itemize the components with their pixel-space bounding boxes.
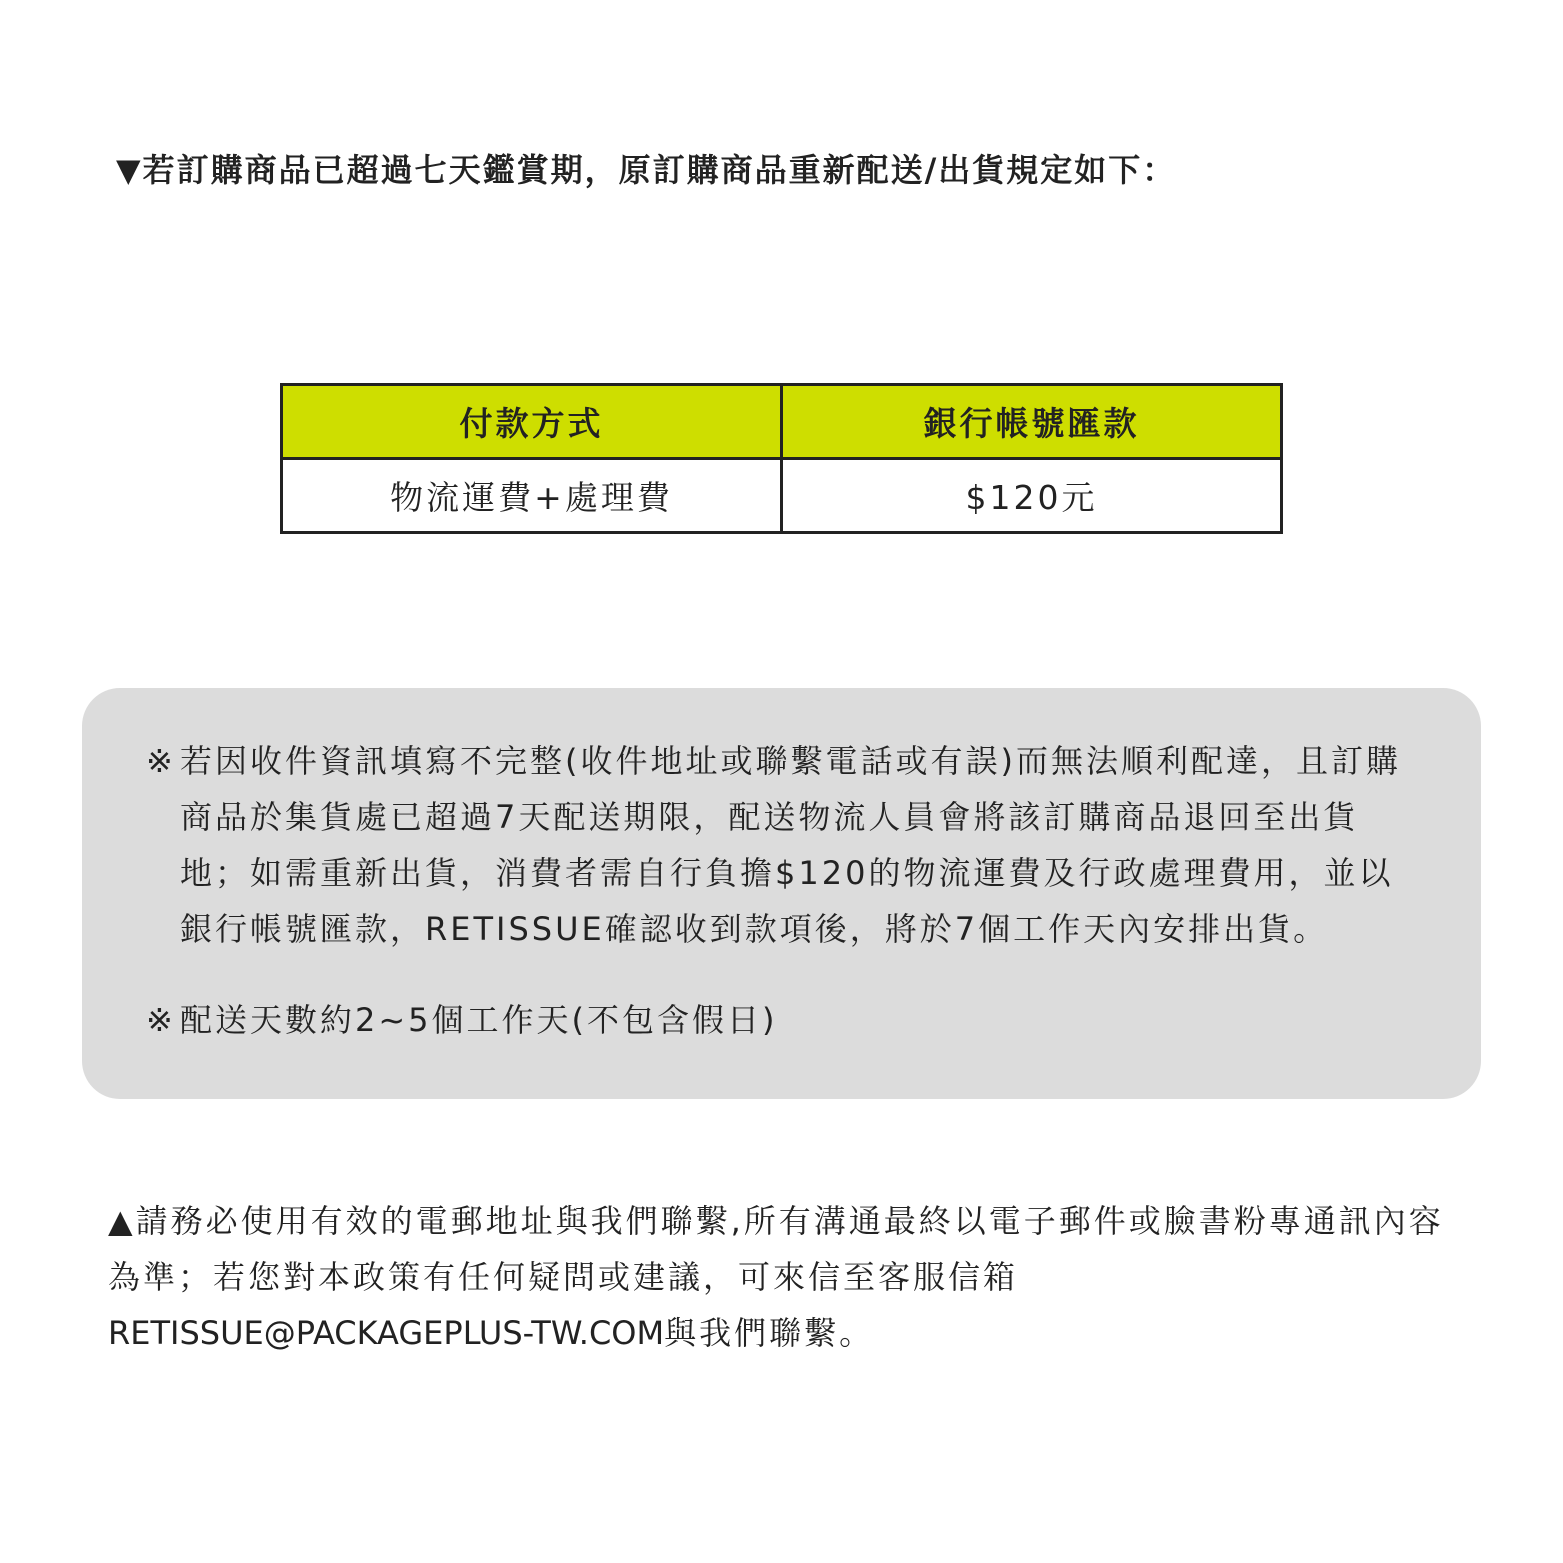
contact-note-suffix: 與我們聯繫。 (664, 1314, 875, 1352)
table-cell-fee-amount: $120元 (782, 459, 1282, 533)
contact-note-text: 請務必使用有效的電郵地址與我們聯繫,所有溝通最終以電子郵件或臉書粉專通訊內容為準；若您對本政策有任何疑問或建議，可來信至客服信箱 (108, 1202, 1444, 1296)
table-header-bank-transfer: 銀行帳號匯款 (782, 385, 1282, 459)
support-email-link[interactable]: RETISSUE@PACKAGEPLUS-TW.COM (108, 1314, 665, 1352)
section-heading (116, 142, 1446, 198)
notice-item (146, 992, 1416, 1048)
reference-mark-icon: ※ (146, 742, 176, 780)
fee-table (280, 383, 1283, 534)
notice-text: 配送天數約2~5個工作天(不包含假日) (180, 1001, 778, 1039)
table-header-payment-method: 付款方式 (282, 385, 782, 459)
table-cell-fee-item: 物流運費+處理費 (282, 459, 782, 533)
notice-item (146, 733, 1416, 957)
contact-note (108, 1193, 1468, 1361)
table-header-row (282, 385, 1282, 459)
table-row (282, 459, 1282, 533)
section-heading-text: 若訂購商品已超過七天鑑賞期，原訂購商品重新配送/出貨規定如下： (142, 151, 1177, 189)
notice-box (82, 688, 1481, 1099)
notice-text: 若因收件資訊填寫不完整(收件地址或聯繫電話或有誤)而無法順利配達，且訂購商品於集貨處已超過7天配送期限，配送物流人員會將該訂購商品退回至出貨地；如需重新出貨，消費者需自行負擔$120的物流運費及行政處理費用，並以銀行帳號匯款，RETISSUE確認收到款項後，將於7個工作天內安排出貨。 (180, 742, 1401, 948)
triangle-down-icon: ▼ (116, 151, 143, 189)
reference-mark-icon: ※ (146, 1001, 176, 1039)
triangle-up-icon: ▲ (108, 1202, 136, 1240)
